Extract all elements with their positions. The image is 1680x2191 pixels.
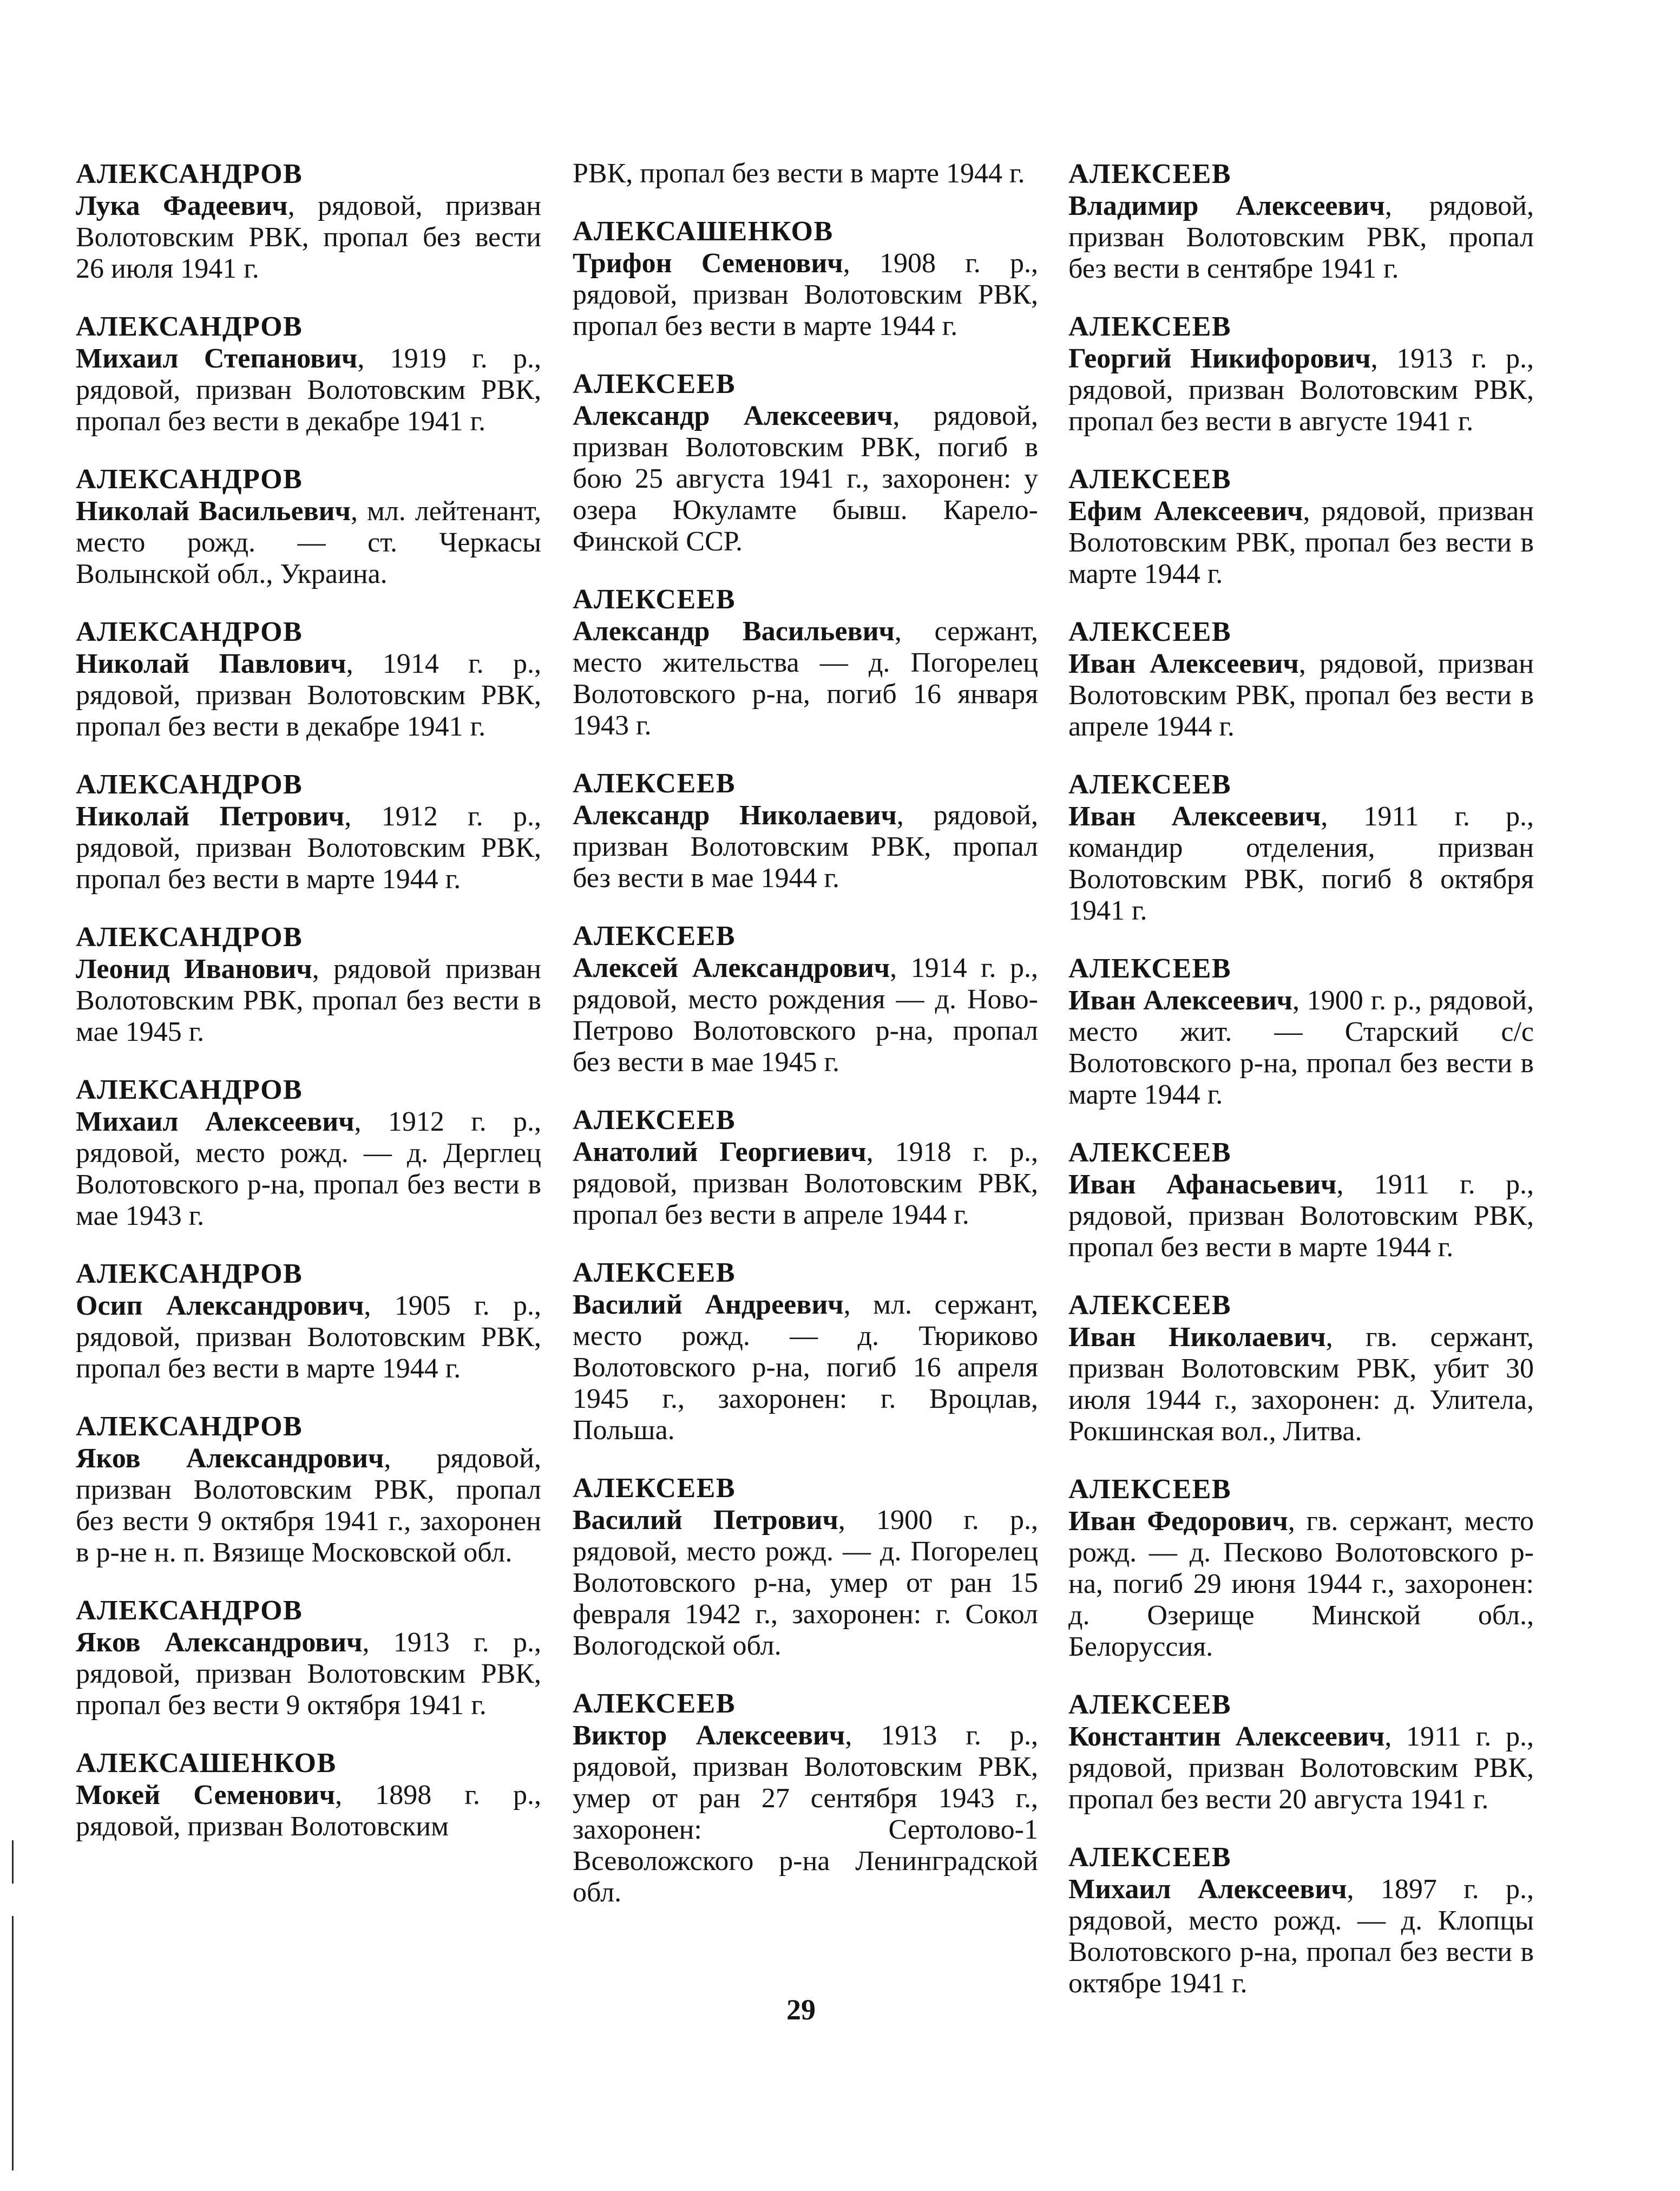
list-item [573, 1104, 1038, 1231]
list-item [1068, 311, 1534, 437]
entry-text: , 1911 г. р., рядовой, призван Волотовским РВК, пропал без вести 20 августа 1941 г. [1068, 1721, 1534, 1815]
entry-text: , сержант, место жительства — д. Погорелец Волотовского р-на, погиб 16 января 1943 г. [573, 616, 1038, 741]
entry-name: Иван Федорович [1068, 1506, 1288, 1537]
entry-text: , 1897 г. р., рядовой, место рожд. — д. Клопцы Волотовского р-на, пропал без вести в октябре 1941 г. [1068, 1874, 1534, 1999]
entry-surname: АЛЕКСЕЕВ [573, 1105, 736, 1136]
list-item [1068, 1137, 1534, 1263]
entry-surname: АЛЕКСАШЕНКОВ [573, 216, 834, 247]
entry-name: Александр Васильевич [573, 616, 895, 647]
entry-name: Николай Петрович [76, 801, 345, 832]
entry-name: Мокей Семенович [76, 1780, 336, 1810]
entry-name: Яков Александрович [76, 1627, 363, 1658]
list-item [76, 1595, 541, 1721]
entry-surname: АЛЕКСЕЕВ [1068, 1842, 1231, 1873]
entry-name: Иван Алексеевич [1068, 985, 1292, 1016]
entry-text: , 1913 г. р., рядовой, призван Волотовским РВК, пропал без вести 9 октября 1941 г. [76, 1627, 542, 1721]
entry-text: , мл. сержант, место рожд. — д. Тюриково Волотовского р-на, погиб 16 апреля 1945 г., захоронен: г. Вроцлав, Польша. [573, 1289, 1038, 1446]
list-item [76, 1411, 541, 1569]
entry-text: , 1912 г. р., рядовой, место рожд. — д. Дерглец Волотовского р-на, пропал без вести в мае 1943 г. [76, 1106, 541, 1231]
list-item [76, 158, 541, 285]
list-item [573, 920, 1038, 1078]
list-item [1068, 463, 1534, 590]
entry-name: Николай Васильевич [76, 496, 351, 527]
entry-text: , 1912 г. р., рядовой, призван Волотовским РВК, пропал без вести в марте 1944 г. [76, 801, 541, 895]
entry-name: Ефим Алексеевич [1068, 496, 1303, 527]
list-item [573, 1688, 1038, 1908]
entry-surname: АЛЕКСЕЕВ [573, 1257, 736, 1288]
entry-text: , 1908 г. р., рядовой, призван Волотовским РВК, пропал без вести в марте 1944 г. [573, 248, 1039, 342]
entry-surname: АЛЕКСЕЕВ [1068, 1290, 1231, 1321]
entry-surname: АЛЕКСАНДРОВ [76, 1411, 303, 1442]
entry-name: Георгий Никифорович [1068, 343, 1371, 374]
entry-body [76, 954, 541, 1048]
entry-text: , рядовой, призван Волотовским РВК, пропал без вести в апреле 1944 г. [1068, 648, 1534, 742]
entry-text: , рядовой, призван Волотовским РВК, пропал без вести 26 июля 1941 г. [76, 191, 541, 284]
list-item [76, 1074, 541, 1232]
entry-text: , 1900 г. р., рядовой, место рожд. — д. Погорелец Волотовского р-на, умер от ран 15 февраля 1942 г., захоронен: г. Сокол Вологодской обл. [573, 1505, 1038, 1661]
entry-name: Василий Петрович [573, 1505, 838, 1536]
entry-name: Осип Александрович [76, 1290, 364, 1321]
entry-body [1068, 1721, 1534, 1815]
entry-body [573, 158, 1038, 189]
entry-surname: АЛЕКСЕЕВ [1068, 311, 1231, 342]
entry-name: Александр Алексеевич [573, 401, 893, 431]
entry-name: Яков Александрович [76, 1443, 384, 1474]
entry-name: Константин Алексеевич [1068, 1721, 1385, 1752]
entry-text: , 1911 г. р., командир отделения, призван Волотовским РВК, погиб 8 октября 1941 г. [1068, 801, 1534, 926]
entry-surname: АЛЕКСАШЕНКОВ [76, 1748, 337, 1779]
entry-name: Василий Андреевич [573, 1289, 844, 1320]
column-3 [1068, 158, 1534, 2025]
entry-body [1068, 985, 1534, 1111]
entry-body [76, 801, 541, 895]
entry-surname: АЛЕКСЕЕВ [1068, 769, 1231, 800]
entry-surname: АЛЕКСАНДРОВ [76, 1258, 303, 1289]
entry-surname: АЛЕКСЕЕВ [1068, 953, 1231, 984]
entry-name: Виктор Алексеевич [573, 1720, 845, 1751]
list-item [1068, 769, 1534, 927]
entry-body [1068, 1169, 1534, 1263]
entry-surname: АЛЕКСАНДРОВ [76, 464, 303, 495]
list-item [573, 1472, 1038, 1662]
entry-surname: АЛЕКСАНДРОВ [76, 616, 303, 647]
entry-name: Лука Фадеевич [76, 191, 288, 221]
entry-body [573, 1137, 1038, 1231]
entry-surname: АЛЕКСЕЕВ [573, 369, 736, 399]
entry-body [573, 1289, 1038, 1446]
entry-surname: АЛЕКСАНДРОВ [76, 1595, 303, 1626]
entry-name: Иван Алексеевич [1068, 801, 1321, 832]
entry-text: , 1900 г. р., рядовой, место жит. — Старский с/с Волотовского р-на, пропал без вести в марте 1944 г. [1068, 985, 1534, 1110]
entry-name: Трифон Семенович [573, 248, 843, 279]
entry-surname: АЛЕКСЕЕВ [1068, 464, 1231, 495]
entry-body [1068, 801, 1534, 927]
entry-text: , мл. лейтенант, место рожд. — ст. Черкасы Волынской обл., Украина. [76, 496, 541, 589]
list-item [76, 463, 541, 590]
entry-text: , гв. сержант, место рожд. — д. Песково Волотовского р-на, погиб 29 июня 1944 г., захоронен: д. Озерище Минской обл., Белоруссия. [1068, 1506, 1534, 1662]
list-item [76, 1258, 541, 1385]
entry-name: Николай Павлович [76, 648, 346, 679]
entry-body [573, 1720, 1038, 1908]
entry-surname: АЛЕКСАНДРОВ [76, 311, 303, 342]
entry-body [76, 191, 541, 285]
entry-body [1068, 343, 1534, 437]
entry-name: Иван Алексеевич [1068, 648, 1299, 679]
entry-text: , 1913 г. р., рядовой, призван Волотовским РВК, пропал без вести в августе 1941 г. [1068, 343, 1534, 437]
entry-surname: АЛЕКСЕЕВ [1068, 159, 1231, 189]
entry-surname: АЛЕКСЕЕВ [573, 1473, 736, 1504]
entry-surname: АЛЕКСЕЕВ [573, 584, 736, 615]
list-item [573, 215, 1038, 342]
list-item [76, 921, 541, 1048]
entry-body [573, 953, 1038, 1078]
entry-name: Владимир Алексеевич [1068, 191, 1385, 221]
entry-body [573, 1505, 1038, 1662]
entry-name: Анатолий Георгиевич [573, 1137, 867, 1167]
entry-name: Михаил Алексеевич [76, 1106, 355, 1137]
entry-surname: АЛЕКСЕЕВ [573, 1688, 736, 1719]
entry-body [76, 1443, 541, 1569]
entry-body [76, 496, 541, 590]
entry-body [1068, 1322, 1534, 1447]
entry-surname: АЛЕКСЕЕВ [573, 921, 736, 952]
entry-text: , рядовой, призван Волотовским РВК, пропал без вести в мае 1944 г. [573, 800, 1038, 894]
entry-text: , рядовой, призван Волотовским РВК, погиб в бою 25 августа 1941 г., захоронен: у озера Юкуламте бывш. Карело-Финской ССР. [573, 401, 1038, 557]
entry-surname: АЛЕКСАНДРОВ [76, 922, 303, 953]
entry-text: , 1914 г. р., рядовой, место рождения — д. Ново-Петрово Волотовского р-на, пропал без вести в мае 1945 г. [573, 953, 1038, 1078]
column-2 [573, 158, 1038, 1934]
entry-surname: АЛЕКСЕЕВ [1068, 616, 1231, 647]
list-item [573, 368, 1038, 557]
entry-body [573, 401, 1038, 557]
entry-name: Алексей Александрович [573, 953, 890, 983]
list-item [1068, 1689, 1534, 1815]
entry-surname: АЛЕКСАНДРОВ [76, 159, 303, 189]
scan-edge-mark [12, 1916, 14, 2170]
entry-body [573, 616, 1038, 742]
entry-surname: АЛЕКСАНДРОВ [76, 769, 303, 800]
list-item [76, 311, 541, 437]
entry-body [76, 1780, 541, 1842]
entry-body [1068, 1874, 1534, 1999]
list-item [1068, 1289, 1534, 1447]
entry-body [1068, 496, 1534, 590]
scan-edge-mark [12, 1840, 14, 1884]
list-item [573, 1257, 1038, 1446]
list-item [1068, 616, 1534, 743]
page-number: 29 [786, 1993, 816, 2026]
entry-text: , рядовой призван Волотовским РВК, пропал без вести в мае 1945 г. [76, 954, 541, 1047]
list-item [76, 1747, 541, 1842]
list-item [1068, 1473, 1534, 1663]
entry-surname: АЛЕКСАНДРОВ [76, 1074, 303, 1105]
entry-text: , 1919 г. р., рядовой, призван Волотовским РВК, пропал без вести в декабре 1941 г. [76, 343, 541, 437]
entry-body [573, 248, 1038, 342]
entry-text: , 1918 г. р., рядовой, призван Волотовским РВК, пропал без вести в апреле 1944 г. [573, 1137, 1038, 1230]
entry-surname: АЛЕКСЕЕВ [1068, 1689, 1231, 1720]
list-item [573, 767, 1038, 894]
entry-text: , гв. сержант, призван Волотовским РВК, убит 30 июля 1944 г., захоронен: д. Улитела, Рокшинская вол., Литва. [1068, 1322, 1534, 1447]
entry-text: , 1911 г. р., рядовой, призван Волотовским РВК, пропал без вести в марте 1944 г. [1068, 1169, 1534, 1263]
entry-text: , 1914 г. р., рядовой, призван Волотовским РВК, пропал без вести в декабре 1941 г. [76, 648, 541, 742]
entry-surname: АЛЕКСЕЕВ [573, 768, 736, 799]
list-item [76, 616, 541, 743]
entry-text: , рядовой, призван Волотовским РВК, пропал без вести в марте 1944 г. [1068, 496, 1534, 589]
entry-text: , 1905 г. р., рядовой, призван Волотовским РВК, пропал без вести в марте 1944 г. [76, 1290, 541, 1384]
entry-body [76, 343, 541, 437]
entry-name: Иван Николаевич [1068, 1322, 1326, 1353]
entry-surname: АЛЕКСЕЕВ [1068, 1474, 1231, 1505]
entry-body [76, 1627, 541, 1721]
entry-body [1068, 648, 1534, 743]
list-item [573, 158, 1038, 189]
entry-body [573, 800, 1038, 894]
entry-text: РВК, пропал без вести в марте 1944 г. [573, 158, 1025, 189]
list-item [1068, 158, 1534, 285]
list-item [573, 583, 1038, 742]
entry-text: , рядовой, призван Волотовским РВК, пропал без вести в сентябре 1941 г. [1068, 191, 1534, 284]
entry-body [1068, 191, 1534, 285]
entry-text: , рядовой, призван Волотовским РВК, пропал без вести 9 октября 1941 г., захоронен в р-не н. п. Вязище Московской обл. [76, 1443, 541, 1568]
entry-surname: АЛЕКСЕЕВ [1068, 1137, 1231, 1168]
entry-name: Леонид Иванович [76, 954, 312, 985]
entry-body [76, 1290, 541, 1385]
entry-text: , 1913 г. р., рядовой, призван Волотовским РВК, умер от ран 27 сентября 1943 г., захоронен: Сертолово-1 Всеволожского р-на Ленинградской обл. [573, 1720, 1038, 1908]
list-item [76, 769, 541, 895]
entry-body [1068, 1506, 1534, 1663]
entry-text: , 1898 г. р., рядовой, призван Волотовским [76, 1780, 541, 1842]
entry-name: Александр Николаевич [573, 800, 897, 831]
list-item [1068, 1841, 1534, 1999]
entry-name: Иван Афанасьевич [1068, 1169, 1337, 1200]
entry-name: Михаил Степанович [76, 343, 358, 374]
column-1 [76, 158, 541, 1868]
entry-body [76, 648, 541, 743]
list-item [1068, 953, 1534, 1111]
entry-name: Михаил Алексеевич [1068, 1874, 1347, 1905]
entry-body [76, 1106, 541, 1232]
